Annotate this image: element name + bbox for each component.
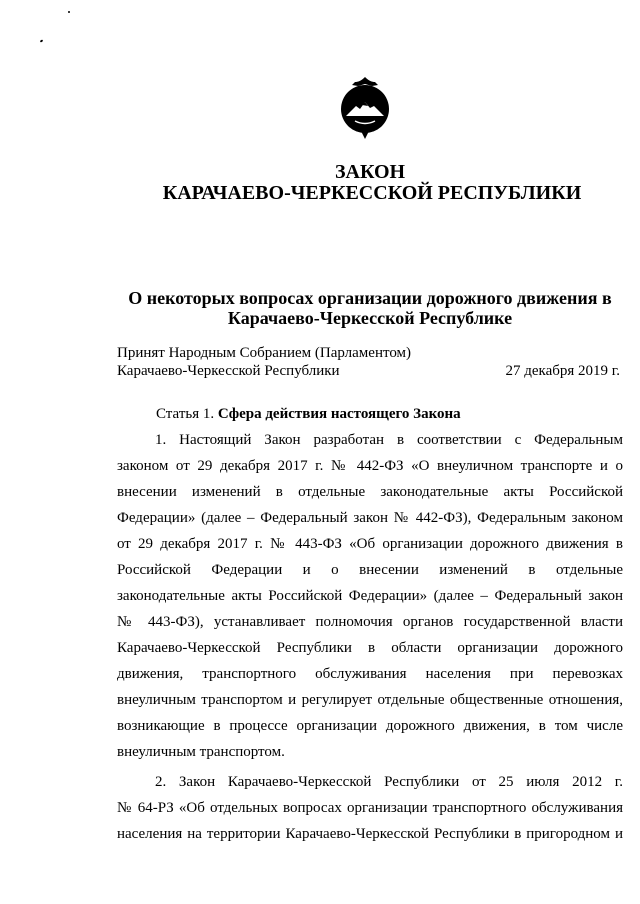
law-subject-line-2: Карачаево-Черкесской Республике [227,308,513,328]
text-line: внеуличным транспортом и регулирует отдельные общественные отношения, [117,692,623,708]
text-line: от 29 декабря 2017 г. № 443-ФЗ «Об организации дорожного движения в [117,536,623,552]
text-line: Российской Федерации и о внесении изменений в отдельные [117,562,623,578]
text-line: внеуличным транспортом. [117,744,285,760]
text-line: Федерации» (далее – Федеральный закон № 442-ФЗ), Федеральным законом [117,510,623,526]
text-line: Карачаево-Черкесской Республики в области организации дорожного [117,640,623,656]
article-heading [156,404,461,424]
article-number: Статья 1. [156,406,218,422]
text-line: движения, транспортного обслуживания населения при перевозках [117,666,623,682]
law-title: ЗАКОН [334,161,406,183]
text-line: № 64-РЗ «Об отдельных вопросах организации транспортного обслуживания [117,800,623,816]
text-line: законом от 29 декабря 2017 г. № 442-ФЗ «О внеуличном транспорте и о [117,458,623,474]
article-title: Сфера действия настоящего Закона [217,406,461,422]
text-line: законодательные акты Российской Федерации» (далее – Федеральный закон [117,588,623,604]
adoption-line-1: Принят Народным Собранием (Парламентом) [117,345,412,361]
text-line: № 443-ФЗ), устанавливает полномочия органов государственной власти [117,614,623,630]
text-line: внесении изменений в отдельные законодательные акты Российской [117,484,623,500]
text-line: 2. Закон Карачаево-Черкесской Республики от 25 июля 2012 г. [155,774,623,790]
text-line: 1. Настоящий Закон разработан в соответствии с Федеральным [155,432,623,448]
law-subject-line-1: О некоторых вопросах организации дорожного движения в [128,288,612,308]
coat-of-arms-icon [338,76,392,140]
scan-speck [40,39,44,42]
adoption-line-2: Карачаево-Черкесской Республики [117,363,340,379]
text-line: возникающие в процессе организации дорожного движения, в том числе [117,718,623,734]
adoption-date: 27 декабря 2019 г. [505,363,620,379]
text-line: населения на территории Карачаево-Черкесской Республики в пригородном и [117,826,623,842]
republic-title: КАРАЧАЕВО-ЧЕРКЕССКОЙ РЕСПУБЛИКИ [162,182,582,204]
scan-speck [68,11,70,13]
